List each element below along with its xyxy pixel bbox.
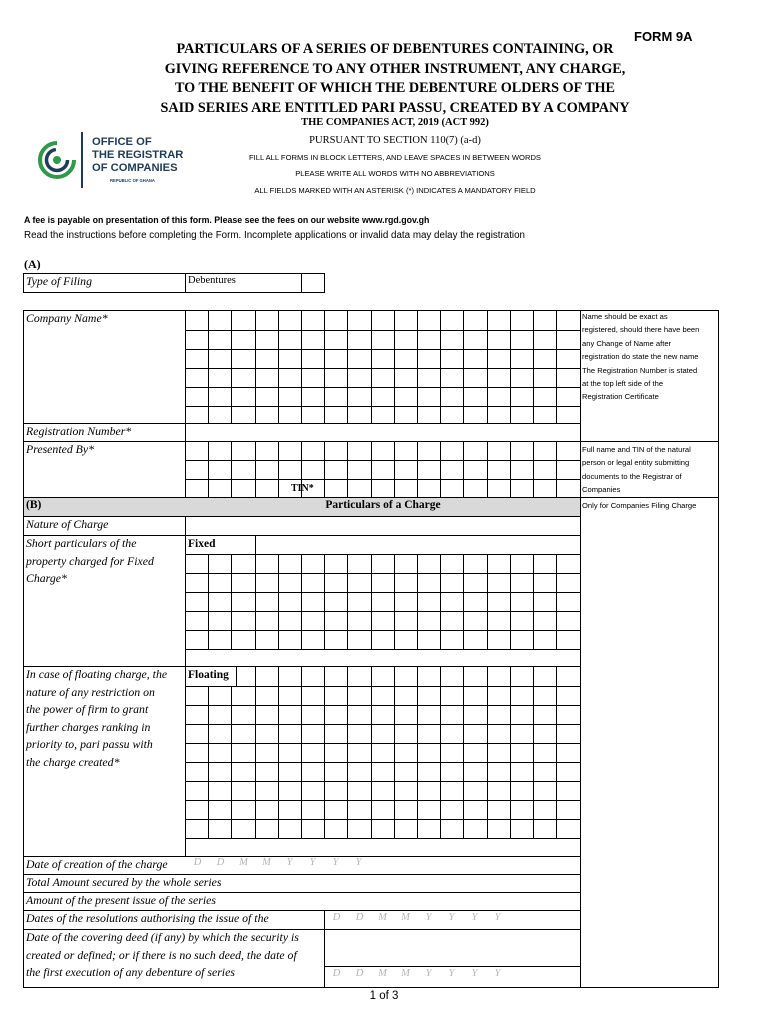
label-line: In case of floating charge, the bbox=[26, 667, 168, 681]
floating-charge-label bbox=[26, 666, 167, 771]
instruction-block-letters: FILL ALL FORMS IN BLOCK LETTERS, AND LEAVE SPACES IN BETWEEN WORDS bbox=[248, 153, 541, 162]
date-placeholder: Y bbox=[425, 968, 432, 979]
note-line: documents to the Registrar of bbox=[582, 471, 682, 481]
type-of-filing-value[interactable]: Debentures bbox=[188, 275, 236, 286]
date-placeholder: D bbox=[355, 968, 364, 979]
date-placeholder: D bbox=[216, 857, 225, 868]
label-line: Charge* bbox=[26, 571, 67, 585]
label-line: the first execution of any debenture of series bbox=[26, 965, 235, 979]
total-amount-label: Total Amount secured by the whole series bbox=[26, 875, 222, 889]
note-line: registration do state the new name bbox=[582, 352, 699, 362]
date-placeholder: Y bbox=[471, 968, 478, 979]
date-placeholder: D bbox=[355, 912, 364, 923]
label-line: created or defined; or if there is no such deed, the date of bbox=[26, 947, 297, 962]
label-line: further charges ranking in bbox=[26, 719, 151, 734]
date-placeholder: M bbox=[378, 968, 387, 979]
note-line: Registration Certificate bbox=[582, 392, 659, 402]
logo-subtitle: REPUBLIC OF GHANA bbox=[110, 178, 155, 183]
page-number: 1 of 3 bbox=[369, 990, 399, 1002]
section-b-heading: (B) bbox=[26, 499, 42, 511]
covering-deed-date-placeholders[interactable] bbox=[325, 968, 509, 979]
resolutions-date-placeholders[interactable] bbox=[325, 912, 509, 923]
note-line: Companies bbox=[582, 485, 621, 495]
date-placeholder: D bbox=[332, 912, 341, 923]
tin-label: TIN* bbox=[291, 483, 314, 494]
label-line: priority to, pari passu with bbox=[26, 737, 153, 751]
note-line: person or legal entity submitting bbox=[582, 458, 690, 468]
date-placeholder: Y bbox=[448, 912, 455, 923]
type-of-filing-label: Type of Filing bbox=[26, 274, 92, 288]
company-name-label: Company Name* bbox=[26, 311, 108, 325]
date-placeholder: Y bbox=[309, 857, 316, 868]
section-a-heading: (A) bbox=[24, 257, 41, 271]
section-b-side-note: Only for Companies Filing Charge bbox=[582, 501, 697, 510]
registration-number-label: Registration Number* bbox=[26, 424, 132, 438]
title-line: GIVING REFERENCE TO ANY OTHER INSTRUMENT, ANY CHARGE, bbox=[164, 60, 626, 77]
date-placeholder: M bbox=[239, 857, 248, 868]
date-placeholder: D bbox=[332, 968, 341, 979]
label-line: nature of any restriction on bbox=[26, 684, 155, 699]
label-line: property charged for Fixed bbox=[26, 553, 154, 568]
note-line: registered, should there have been bbox=[582, 325, 700, 335]
date-creation-placeholders[interactable] bbox=[186, 857, 370, 868]
date-placeholder: Y bbox=[355, 857, 362, 868]
date-placeholder: M bbox=[401, 968, 410, 979]
fixed-word: Fixed bbox=[188, 538, 216, 550]
date-placeholder: Y bbox=[425, 912, 432, 923]
date-placeholder: Y bbox=[286, 857, 293, 868]
label-line: the charge created* bbox=[26, 754, 120, 769]
date-placeholder: Y bbox=[494, 912, 501, 923]
title-line: TO THE BENEFIT OF WHICH THE DEBENTURE OLDERS OF THE bbox=[174, 80, 616, 96]
label-line: Short particulars of the bbox=[26, 536, 137, 550]
title-line: PARTICULARS OF A SERIES OF DEBENTURES CONTAINING, OR bbox=[176, 41, 614, 57]
note-line: Full name and TIN of the natural bbox=[582, 445, 691, 454]
present-issue-label: Amount of the present issue of the series bbox=[26, 893, 216, 907]
read-notice: Read the instructions before completing the Form. Incomplete applications or invalid data may delay the registration bbox=[24, 230, 525, 241]
date-placeholder: M bbox=[378, 912, 387, 923]
presented-by-label: Presented By* bbox=[26, 442, 95, 456]
date-placeholder: Y bbox=[332, 857, 339, 868]
note-line: The Registration Number is stated bbox=[582, 365, 698, 375]
fixed-charge-label bbox=[26, 535, 154, 588]
note-line: at the top left side of the bbox=[582, 379, 664, 389]
form-number: FORM 9A bbox=[634, 29, 693, 44]
note-line: any Change of Name after bbox=[582, 338, 672, 348]
date-placeholder: M bbox=[262, 857, 271, 868]
instruction-mandatory: ALL FIELDS MARKED WITH AN ASTERISK (*) INDICATES A MANDATORY FIELD bbox=[254, 186, 536, 195]
date-placeholder: D bbox=[193, 857, 202, 868]
covering-deed-label bbox=[26, 929, 299, 982]
instruction-no-abbreviations: PLEASE WRITE ALL WORDS WITH NO ABBREVIATIONS bbox=[295, 169, 495, 178]
section-b-title: Particulars of a Charge bbox=[325, 499, 441, 511]
logo-line: OF COMPANIES bbox=[92, 162, 178, 174]
pursuant-section: PURSUANT TO SECTION 110(7) (a-d) bbox=[309, 135, 481, 146]
note-line: Name should be exact as bbox=[582, 312, 668, 321]
fee-notice: A fee is payable on presentation of this form. Please see the fees on our website www.rgd.gov.gh bbox=[24, 215, 430, 225]
company-name-note bbox=[582, 310, 718, 404]
floating-word: Floating bbox=[188, 669, 229, 681]
logo-line: THE REGISTRAR bbox=[92, 149, 184, 161]
presented-by-note bbox=[582, 443, 718, 497]
resolutions-label: Dates of the resolutions authorising the issue of the bbox=[26, 911, 269, 925]
title-line: SAID SERIES ARE ENTITLED PARI PASSU, CREATED BY A COMPANY bbox=[160, 99, 630, 116]
label-line: Date of the covering deed (if any) by which the security is bbox=[26, 930, 299, 944]
date-creation-label: Date of creation of the charge bbox=[26, 857, 168, 871]
date-placeholder: M bbox=[401, 912, 410, 923]
logo-line: OFFICE OF bbox=[92, 136, 152, 148]
date-placeholder: Y bbox=[494, 968, 501, 979]
date-placeholder: Y bbox=[471, 912, 478, 923]
nature-of-charge-label: Nature of Charge bbox=[26, 517, 109, 531]
act-reference: THE COMPANIES ACT, 2019 (ACT 992) bbox=[301, 117, 489, 128]
label-line: the power of firm to grant bbox=[26, 702, 149, 716]
date-placeholder: Y bbox=[448, 968, 455, 979]
